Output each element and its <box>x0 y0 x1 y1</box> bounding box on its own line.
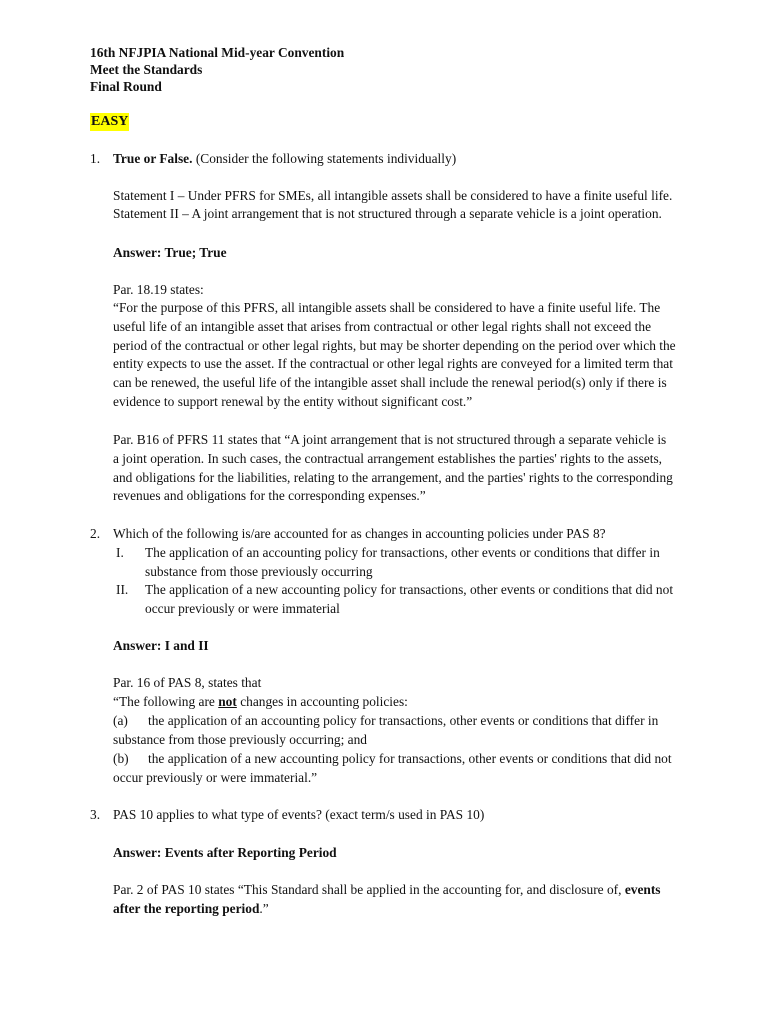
question-1-instruction: (Consider the following statements individually) <box>192 151 457 166</box>
question-3-reference <box>113 881 693 919</box>
reference-text: Par. 2 of PAS 10 states “This Standard shall be applied in the accounting for, and disclosure of, <box>113 882 625 897</box>
reference-line: period of the contractual or other legal rights, but may be shorter depending on the period over which the <box>113 337 676 353</box>
question-1-reference-1 <box>113 299 693 412</box>
option-2-number: II. <box>116 582 129 597</box>
difficulty-label: EASY <box>91 114 129 129</box>
reference-line: can be renewed, the useful life of the intangible asset shall include the renewal period(s) only if there is <box>113 375 667 391</box>
question-2-reference-quote <box>113 693 693 712</box>
item-a-line: the application of an accounting policy for transactions, other events or conditions that differ in <box>148 713 659 728</box>
reference-emphasis: events <box>624 882 661 897</box>
reference-line: evidence to support renewal by the entity without significant cost.” <box>113 393 473 409</box>
emphasis-not: not <box>218 694 237 709</box>
option-line: The application of a new accounting policy for transactions, other events or conditions that did not <box>145 582 674 597</box>
item-b-line: occur previously or were immaterial.” <box>113 769 318 785</box>
item-b-line: the application of a new accounting policy for transactions, other events or conditions that did not <box>148 751 672 766</box>
reference-emphasis: after the reporting period <box>113 900 260 916</box>
option-2-text <box>145 581 705 619</box>
reference-line: a joint operation. In such cases, the contractual arrangement establishes the parties' rights to the assets, <box>113 450 663 466</box>
question-1-number: 1. <box>90 151 101 166</box>
item-a-label: (a) <box>113 713 128 728</box>
quote-text: “The following are <box>113 694 219 709</box>
option-line: occur previously or were immaterial <box>145 600 340 616</box>
reference-line: useful life of an intangible asset that arises from contractual or other legal rights shall not exceed the <box>113 318 652 334</box>
item-a-line: substance from those previously occurring; and <box>113 731 367 747</box>
question-1-statement-2: Statement II – A joint arrangement that is not structured through a separate vehicle is a joint operation. <box>113 206 662 221</box>
reference-line: revenues and obligations for the corresponding expenses.” <box>113 488 426 504</box>
question-2-reference-intro: Par. 16 of PAS 8, states that <box>113 675 262 690</box>
reference-item-b <box>113 750 693 788</box>
document-header <box>90 44 344 95</box>
option-line: substance from those previously occurring <box>145 563 373 579</box>
question-1-reference-intro: Par. 18.19 states: <box>113 282 204 297</box>
question-1-text <box>113 150 693 169</box>
quote-text: changes in accounting policies: <box>236 694 408 709</box>
reference-line: “For the purpose of this PFRS, all intangible assets shall be considered to have a finite useful life. The <box>113 300 661 315</box>
reference-text: .” <box>259 900 269 916</box>
option-1-number: I. <box>116 545 124 560</box>
question-1-answer: Answer: True; True <box>113 245 227 260</box>
reference-line: and obligations for the liabilities, relating to the arrangement, and the parties' rights to the corresponding <box>113 469 673 485</box>
round-title: Final Round <box>90 79 162 94</box>
option-line: The application of an accounting policy for transactions, other events or conditions that differ in <box>145 545 660 560</box>
reference-line: Par. B16 of PFRS 11 states that “A joint arrangement that is not structured through a separate vehicle is <box>113 432 667 447</box>
question-2-answer: Answer: I and II <box>113 638 209 653</box>
convention-title: 16th NFJPIA National Mid-year Convention <box>90 45 345 60</box>
item-b-label: (b) <box>113 751 129 766</box>
reference-line: entity expects to use the asset. If the contractual or other legal rights are conveyed for a limited term that <box>113 356 673 372</box>
reference-item-a <box>113 712 693 750</box>
question-2-number: 2. <box>90 526 101 541</box>
question-2-text: Which of the following is/are accounted for as changes in accounting policies under PAS 8? <box>113 526 606 541</box>
event-title: Meet the Standards <box>90 62 203 77</box>
question-3-answer: Answer: Events after Reporting Period <box>113 845 337 860</box>
question-3-text: PAS 10 applies to what type of events? (exact term/s used in PAS 10) <box>113 807 485 822</box>
question-1-reference-2 <box>113 431 693 506</box>
question-1-statement-1: Statement I – Under PFRS for SMEs, all intangible assets shall be considered to have a finite useful life. <box>113 188 673 203</box>
question-3-number: 3. <box>90 807 101 822</box>
question-1-lead: True or False. <box>113 151 193 166</box>
option-1-text <box>145 544 705 582</box>
